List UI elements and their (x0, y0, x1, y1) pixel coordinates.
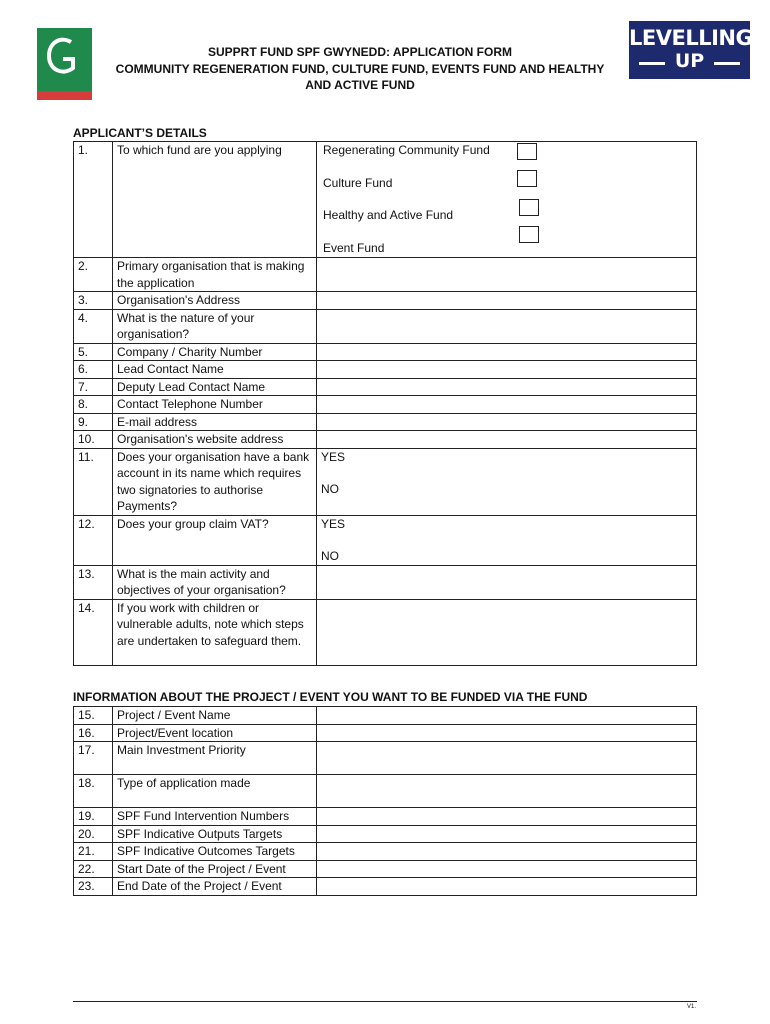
table-row (74, 309, 697, 343)
row-number: 23. (74, 878, 113, 896)
primary-organisation-field[interactable] (317, 258, 697, 292)
table-row (74, 343, 697, 361)
table-row (74, 860, 697, 878)
row-number: 18. (74, 775, 113, 808)
healthy-active-fund-checkbox[interactable] (519, 199, 539, 216)
question-label: SPF Fund Intervention Numbers (113, 808, 317, 826)
bank-account-yes-option[interactable]: YES (321, 449, 346, 464)
levelling-up-logo (629, 21, 753, 79)
row-number: 17. (74, 742, 113, 775)
question-label: Project/Event location (113, 724, 317, 742)
levelling-up-line2: UP (674, 50, 705, 72)
table-row (74, 707, 697, 725)
question-label: Does your organisation have a bank account in its name which requires two signatories to authorise Payments? (113, 448, 317, 515)
project-name-field[interactable] (317, 707, 697, 725)
email-field[interactable] (317, 413, 697, 431)
row-number: 4. (74, 309, 113, 343)
application-type-field[interactable] (317, 775, 697, 808)
outputs-targets-field[interactable] (317, 825, 697, 843)
row-number: 10. (74, 431, 113, 449)
question-label: Organisation's website address (113, 431, 317, 449)
question-label: If you work with children or vulnerable adults, note which steps are undertaken to safeguard them. (113, 599, 317, 665)
vat-answer-cell (317, 515, 697, 565)
cyngor-gwynedd-logo (37, 28, 92, 100)
row-number: 20. (74, 825, 113, 843)
fund-option-label: Event Fund (323, 240, 385, 255)
row-number: 5. (74, 343, 113, 361)
question-label: Company / Charity Number (113, 343, 317, 361)
website-address-field[interactable] (317, 431, 697, 449)
table-row (74, 378, 697, 396)
fund-options-cell (317, 142, 697, 258)
row-number: 16. (74, 724, 113, 742)
event-fund-checkbox[interactable] (519, 226, 539, 243)
table-row (74, 396, 697, 414)
fund-option-event (321, 240, 692, 257)
applicant-details-table (73, 141, 697, 666)
question-label: Primary organisation that is making the application (113, 258, 317, 292)
question-label: To which fund are you applying (113, 142, 317, 258)
fund-option-culture (321, 175, 692, 208)
lead-contact-name-field[interactable] (317, 361, 697, 379)
question-label: Lead Contact Name (113, 361, 317, 379)
contact-telephone-field[interactable] (317, 396, 697, 414)
header-line3: AND ACTIVE FUND (305, 78, 415, 92)
question-label: End Date of the Project / Event (113, 878, 317, 896)
row-number: 11. (74, 448, 113, 515)
company-charity-number-field[interactable] (317, 343, 697, 361)
question-label: Project / Event Name (113, 707, 317, 725)
applicant-details-heading: APPLICANT’S DETAILS (73, 126, 207, 140)
culture-fund-checkbox[interactable] (517, 170, 537, 187)
start-date-field[interactable] (317, 860, 697, 878)
table-row (74, 413, 697, 431)
row-number: 21. (74, 843, 113, 861)
fund-option-label: Regenerating Community Fund (323, 143, 490, 157)
project-information-table (73, 706, 697, 896)
row-number: 22. (74, 860, 113, 878)
table-row (74, 742, 697, 775)
row-number: 2. (74, 258, 113, 292)
table-row (74, 292, 697, 310)
fund-option-healthy (321, 207, 692, 240)
question-label: Does your group claim VAT? (113, 515, 317, 565)
question-label: E-mail address (113, 413, 317, 431)
fund-option-label: Healthy and Active Fund (323, 208, 454, 222)
table-row (74, 825, 697, 843)
table-row (74, 515, 697, 565)
table-row (74, 775, 697, 808)
levelling-up-line1: LEVELLING (629, 26, 753, 50)
question-label: Organisation's Address (113, 292, 317, 310)
table-row (74, 258, 697, 292)
organisation-nature-field[interactable] (317, 309, 697, 343)
question-label: What is the main activity and objectives of your organisation? (113, 565, 317, 599)
row-number: 9. (74, 413, 113, 431)
header-line1: SUPPRT FUND SPF GWYNEDD: APPLICATION FORM (208, 45, 512, 59)
form-header (100, 44, 620, 94)
row-number: 1. (74, 142, 113, 258)
main-activity-field[interactable] (317, 565, 697, 599)
question-label: Start Date of the Project / Event (113, 860, 317, 878)
row-number: 13. (74, 565, 113, 599)
version-label: V1. (687, 1004, 697, 1010)
table-row (74, 361, 697, 379)
table-row (74, 431, 697, 449)
table-row (74, 565, 697, 599)
row-number: 8. (74, 396, 113, 414)
table-row (74, 724, 697, 742)
table-row (74, 599, 697, 665)
row-number: 6. (74, 361, 113, 379)
table-row (74, 878, 697, 896)
question-label: Main Investment Priority (113, 742, 317, 775)
project-information-heading: INFORMATION ABOUT THE PROJECT / EVENT YOU WANT TO BE FUNDED VIA THE FUND (73, 690, 588, 704)
investment-priority-field[interactable] (317, 742, 697, 775)
fund-option-regenerating (321, 142, 692, 175)
end-date-field[interactable] (317, 878, 697, 896)
outcomes-targets-field[interactable] (317, 843, 697, 861)
row-number: 14. (74, 599, 113, 665)
fund-option-label: Culture Fund (323, 175, 393, 190)
row-number: 15. (74, 707, 113, 725)
question-label: What is the nature of your organisation? (113, 309, 317, 343)
question-label: SPF Indicative Outputs Targets (113, 825, 317, 843)
regenerating-fund-checkbox[interactable] (517, 143, 537, 160)
footer-divider (73, 1001, 697, 1002)
row-number: 3. (74, 292, 113, 310)
table-row (74, 808, 697, 826)
row-number: 19. (74, 808, 113, 826)
logo-bar-right (714, 62, 740, 65)
table-row (74, 448, 697, 515)
table-row (74, 142, 697, 258)
project-location-field[interactable] (317, 724, 697, 742)
table-row (74, 843, 697, 861)
bank-account-no-option[interactable]: NO (321, 482, 339, 496)
question-label: Contact Telephone Number (113, 396, 317, 414)
question-label: Deputy Lead Contact Name (113, 378, 317, 396)
question-label: Type of application made (113, 775, 317, 808)
safeguarding-field[interactable] (317, 599, 697, 665)
header-line2: COMMUNITY REGENERATION FUND, CULTURE FUND, EVENTS FUND AND HEALTHY (115, 61, 605, 76)
intervention-numbers-field[interactable] (317, 808, 697, 826)
row-number: 7. (74, 378, 113, 396)
row-number: 12. (74, 515, 113, 565)
deputy-lead-contact-field[interactable] (317, 378, 697, 396)
organisation-address-field[interactable] (317, 292, 697, 310)
vat-no-option[interactable]: NO (321, 549, 339, 563)
question-label: SPF Indicative Outcomes Targets (113, 843, 317, 861)
bank-account-answer-cell (317, 448, 697, 515)
vat-yes-option[interactable]: YES (321, 516, 346, 531)
